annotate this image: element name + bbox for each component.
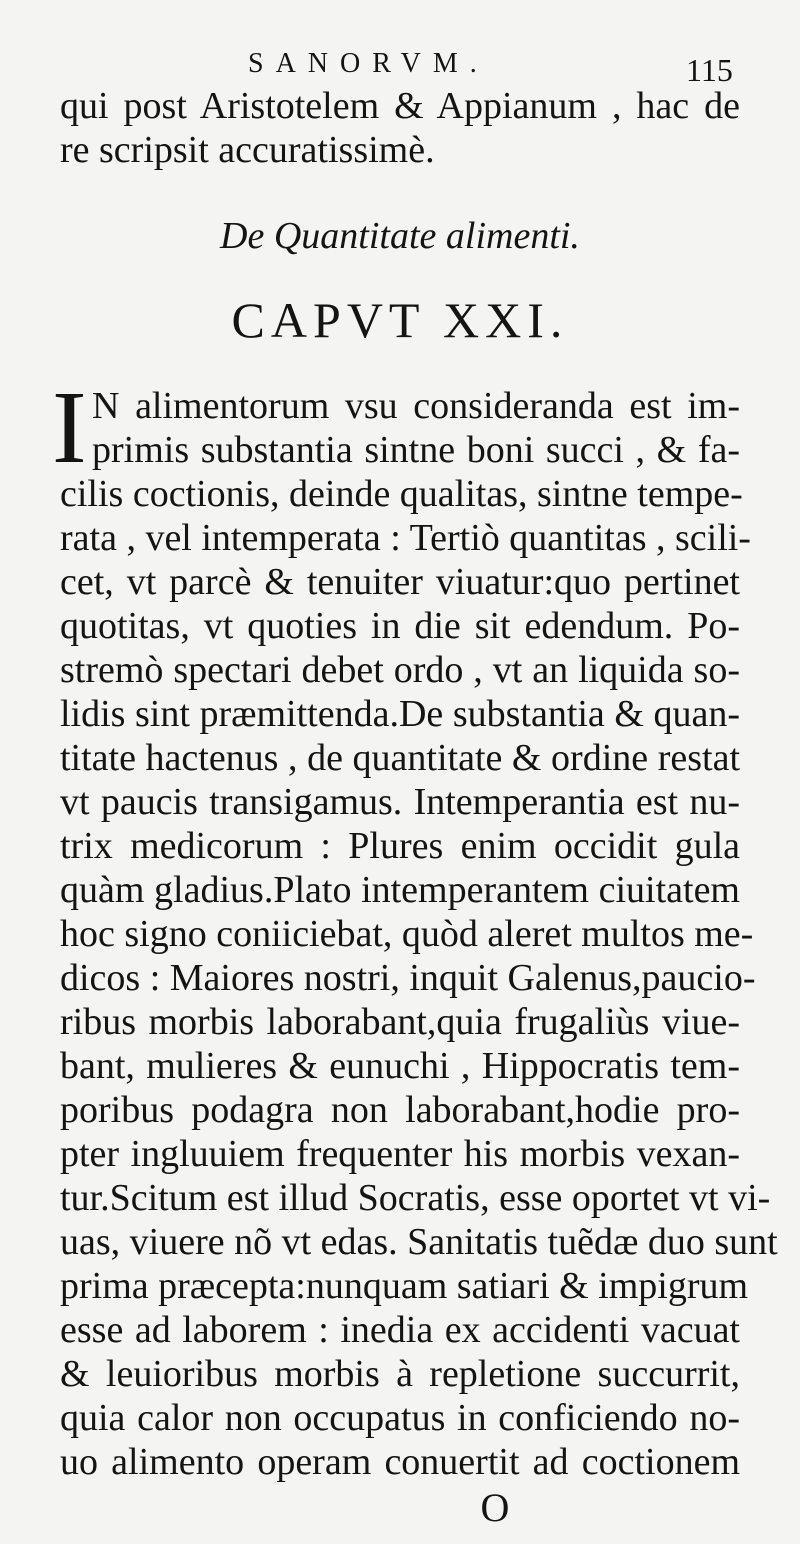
body-line: trix medicorum : Plures enim occidit gula	[60, 825, 740, 867]
body-line: prima præcepta:nunquam satiari & impigrum	[60, 1265, 749, 1307]
body-line: N alimentorum vsu consideranda est im-	[92, 385, 740, 427]
section-heading: De Quantitate alimenti.	[220, 215, 580, 257]
body-line: primis substantia sintne boni succi , & fa-	[92, 429, 740, 471]
body-line: ribus morbis laborabant,quia frugaliùs viue-	[60, 1001, 740, 1043]
page-number: 115	[686, 52, 733, 88]
body-line: esse ad laborem : inedia ex accidenti vacuat	[60, 1309, 740, 1351]
body-line: quàm gladius.Plato intemperantem ciuitatem	[60, 869, 740, 911]
body-line: quotitas, vt quoties in die sit edendum. Po-	[60, 605, 740, 647]
body-line: bant, mulieres & eunuchi , Hippocratis tem-	[60, 1045, 740, 1087]
carryover-line: qui post Aristotelem & Appianum , hac de	[60, 85, 740, 127]
running-title: SANORVM.	[248, 48, 489, 79]
chapter-heading: CAPVT XXI.	[231, 292, 569, 348]
body-line: uo alimento operam conuertit ad coctionem	[60, 1441, 740, 1483]
body-line: uas, viuere nõ vt edas. Sanitatis tuẽdæ duo sunt	[60, 1221, 778, 1263]
body-line: lidis sint præmittenda.De substantia & quan-	[60, 693, 740, 735]
body-line: quia calor non occupatus in conficiendo no-	[60, 1397, 740, 1439]
drop-cap: I	[52, 370, 87, 485]
body-line: tur.Scitum est illud Socratis, esse oportet vt vi-	[60, 1177, 771, 1219]
body-line: hoc signo coniiciebat, quòd aleret multos me-	[60, 913, 754, 955]
body-line: rata , vel intemperata : Tertiò quantitas , scili-	[60, 517, 751, 559]
body-line: vt paucis transigamus. Intemperantia est nu-	[60, 781, 740, 823]
carryover-line: re scripsit accuratissimè.	[60, 129, 435, 171]
body-line: dicos : Maiores nostri, inquit Galenus,paucio-	[60, 957, 756, 999]
body-line: cilis coctionis, deinde qualitas, sintne tempe-	[60, 473, 743, 515]
body-line: & leuioribus morbis à repletione succurrit,	[60, 1353, 740, 1395]
signature-mark: O	[480, 1485, 510, 1530]
body-line: stremò spectari debet ordo , vt an liquida so-	[60, 649, 740, 691]
body-line: poribus podagra non laborabant,hodie pro-	[60, 1089, 740, 1131]
body-line: titate hactenus , de quantitate & ordine restat	[60, 737, 740, 779]
running-head	[0, 46, 800, 86]
body-line: pter ingluuiem frequenter his morbis vexan-	[60, 1133, 740, 1175]
body-line: cet, vt parcè & tenuiter viuatur:quo pertinet	[60, 561, 740, 603]
